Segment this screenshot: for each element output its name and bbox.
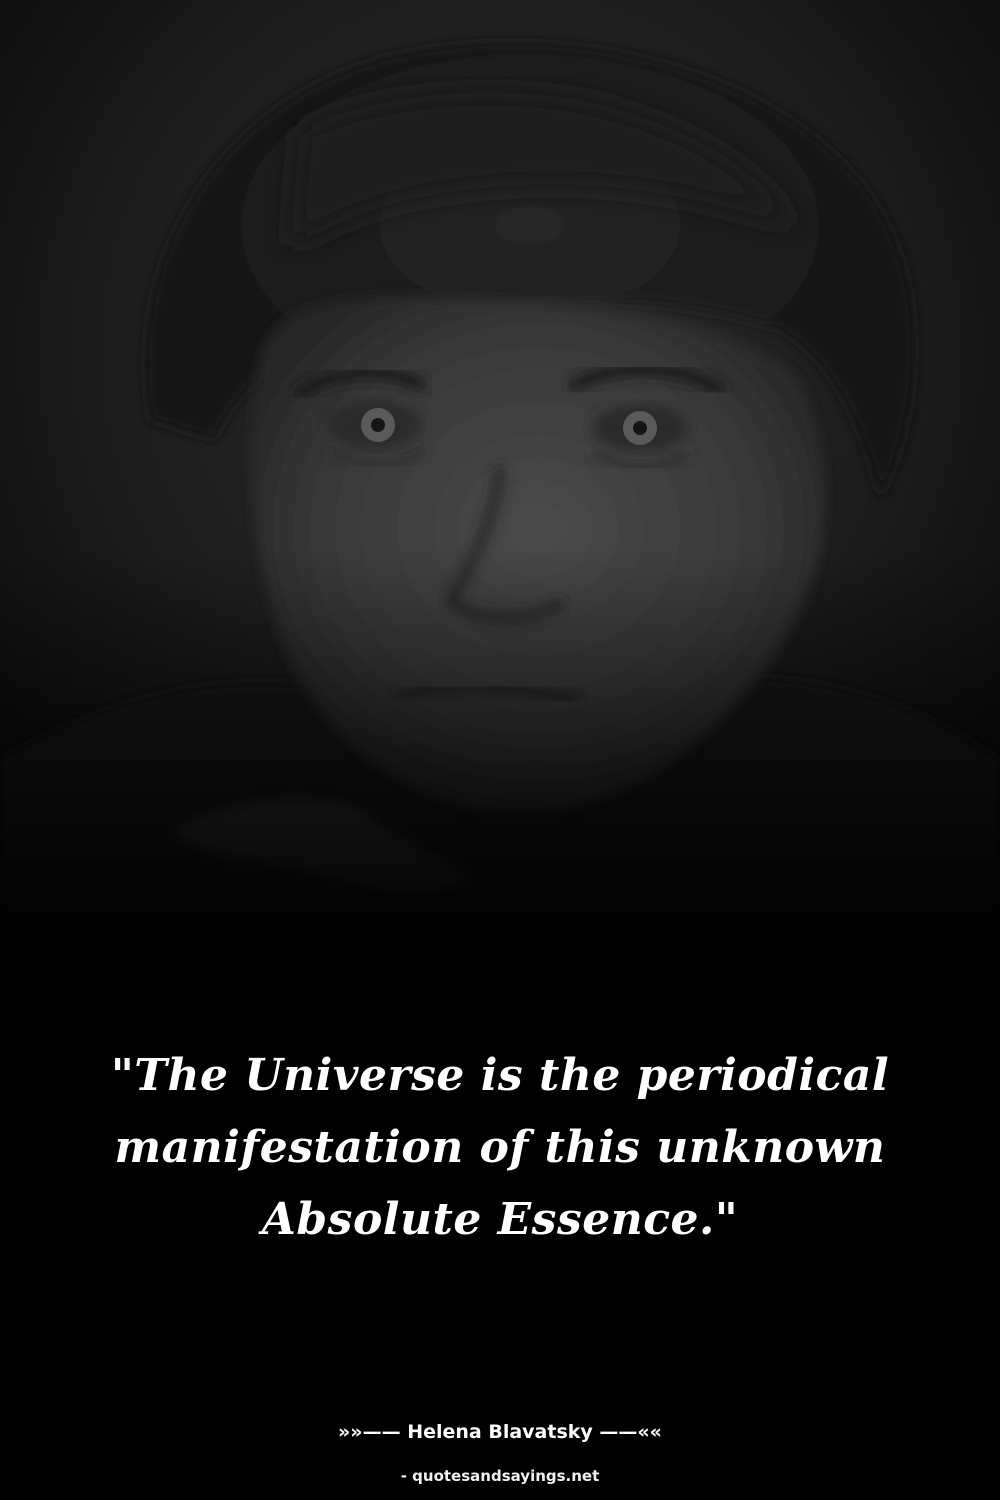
source-watermark: - quotesandsayings.net xyxy=(400,1467,600,1485)
quote-text: "The Universe is the periodical manifestation of this unknown Absolute Essence." xyxy=(110,1050,890,1245)
author-attribution: »»—— Helena Blavatsky ——«« xyxy=(338,1421,662,1443)
